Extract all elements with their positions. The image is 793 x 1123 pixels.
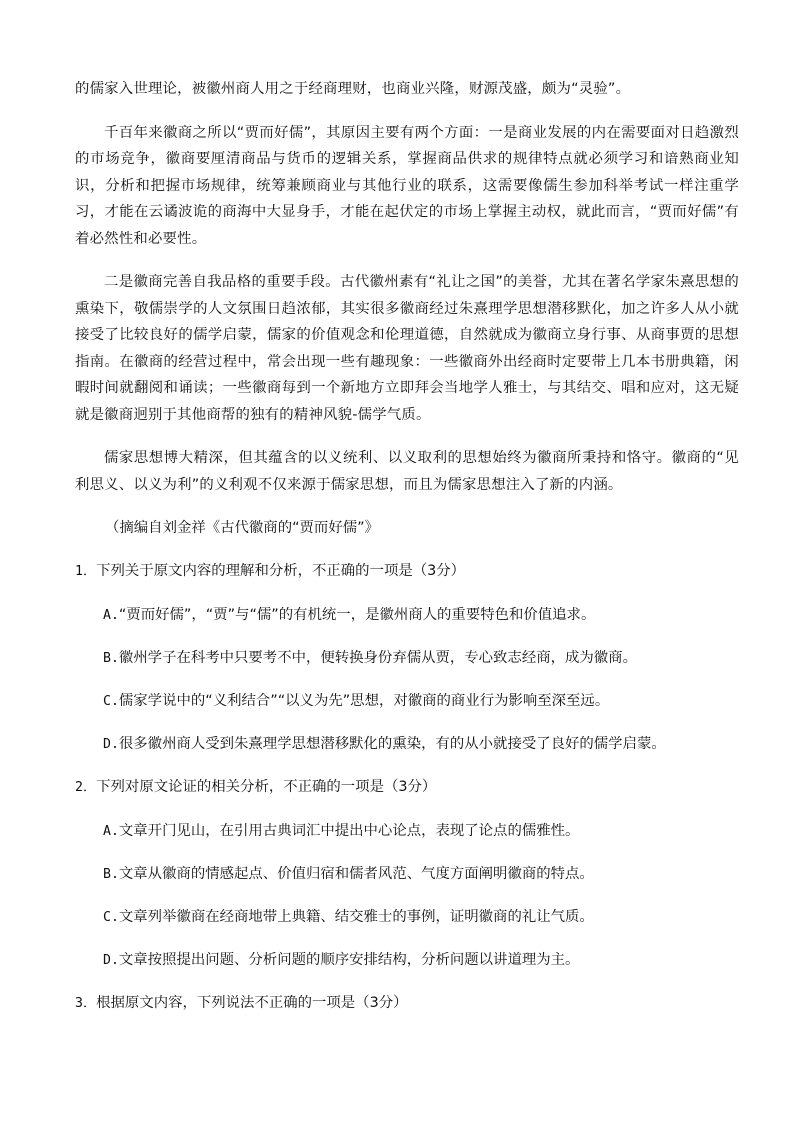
option-text: 文章按照提出问题、分析问题的顺序安排结构，分析问题以讲道理为主。: [118, 952, 580, 968]
option-text: 很多徽州商人受到朱熹理学思想潜移默化的熏染，有的从小就接受了良好的儒学启蒙。: [118, 736, 666, 752]
passage-paragraph-1: 千百年来徽商之所以“贾而好儒”，其原因主要有两个方面：一是商业发展的内在需要面对日趋激烈的市场竞争，徽商要厘清商品与货币的逻辑关系，掌握商品供求的规律特点就必须学习和谙熟商业知识，分析和把握市场规律，统筹兼顾商业与其他行业的联系，这需要像儒生参加科举考试一样注重学习，才能在云谲波诡的商海中大显身手，才能在起伏定的市场上掌握主动权，就此而言，“贾而好儒”有着必然性和必要性。: [75, 124, 739, 247]
question-2-option-d: [103, 947, 739, 974]
question-2-option-c: [103, 904, 739, 931]
passage-paragraph-2: 二是徽商完善自我品格的重要手段。古代徽州素有“礼让之国”的美誉，尤其在著名学家朱熹思想的熏染下，敬儒崇学的人文氛围日趋浓郁，其实很多徽商经过朱熹理学思想潜移默化，加之许多人从小就接受了比较良好的儒学启蒙，儒家的价值观念和伦理道德，自然就成为徽商立身行事、从商事贾的思想指南。在徽商的经营过程中，常会出现一些有趣现象：一些徽商外出经商时定要带上几本书册典籍，闲暇时间就翻阅和诵读；一些徽商每到一个新地方立即拜会当地学人雅士，与其结交、唱和应对，这无疑就是徽商迥别于其他商帮的独有的精神风貌-儒学气质。: [75, 274, 739, 423]
question-number: 2．: [75, 780, 97, 795]
option-text: 儒家学说中的“义利结合”“以义为先”思想，对徽商的商业行为影响至深至远。: [118, 693, 610, 709]
question-stem: 下列关于原文内容的理解和分析，不正确的一项是（3分）: [96, 563, 466, 579]
option-letter: C.: [103, 910, 119, 925]
option-text: “贾而好儒”，“贾”与“儒”的有机统一，是徽州商人的重要特色和价值追求。: [118, 607, 596, 623]
question-2: [75, 774, 739, 801]
option-letter: A.: [103, 608, 119, 623]
question-2-option-b: [103, 861, 739, 888]
option-letter: A.: [103, 824, 119, 839]
passage-continuation: 的儒家入世理论，被徽州商人用之于经商理财，也商业兴隆，财源茂盛，颇为“灵验”。: [75, 81, 631, 97]
question-2-option-a: [103, 818, 739, 845]
option-letter: B.: [103, 867, 119, 882]
option-letter: D.: [103, 953, 119, 968]
option-text: 文章从徽商的情感起点、价值归宿和儒者风范、气度方面阐明徽商的特点。: [118, 866, 594, 882]
question-1: [75, 558, 739, 585]
option-letter: C.: [103, 694, 119, 709]
option-letter: B.: [103, 651, 119, 666]
question-number: 3．: [75, 996, 97, 1011]
question-1-option-d: [103, 731, 739, 758]
passage-paragraph-3: 儒家思想博大精深，但其蕴含的以义统利、以义取利的思想始终为徽商所秉持和恪守。徽商的“见利思义、以义为利”的义利观不仅来源于儒家思想，而且为儒家思想注入了新的内涵。: [75, 450, 739, 493]
question-1-option-b: [103, 645, 739, 672]
question-1-option-a: [103, 602, 739, 629]
option-letter: D.: [103, 737, 119, 752]
question-stem: 根据原文内容，下列说法不正确的一项是（3分）: [96, 995, 408, 1011]
passage-source: （摘编自刘金祥《古代徽商的“贾而好儒”》: [105, 520, 379, 536]
question-number: 1．: [75, 564, 97, 579]
question-3: [75, 990, 739, 1017]
option-text: 文章列举徽商在经商地带上典籍、结交雅士的事例，证明徽商的礼让气质。: [118, 909, 594, 925]
question-stem: 下列对原文论证的相关分析，不正确的一项是（3分）: [96, 779, 437, 795]
option-text: 文章开门见山，在引用古典词汇中提出中心论点，表现了论点的儒雅性。: [118, 823, 580, 839]
question-1-option-c: [103, 688, 739, 715]
option-text: 徽州学子在科考中只要考不中，便转换身份弃儒从贾，专心致志经商，成为徽商。: [118, 650, 637, 666]
